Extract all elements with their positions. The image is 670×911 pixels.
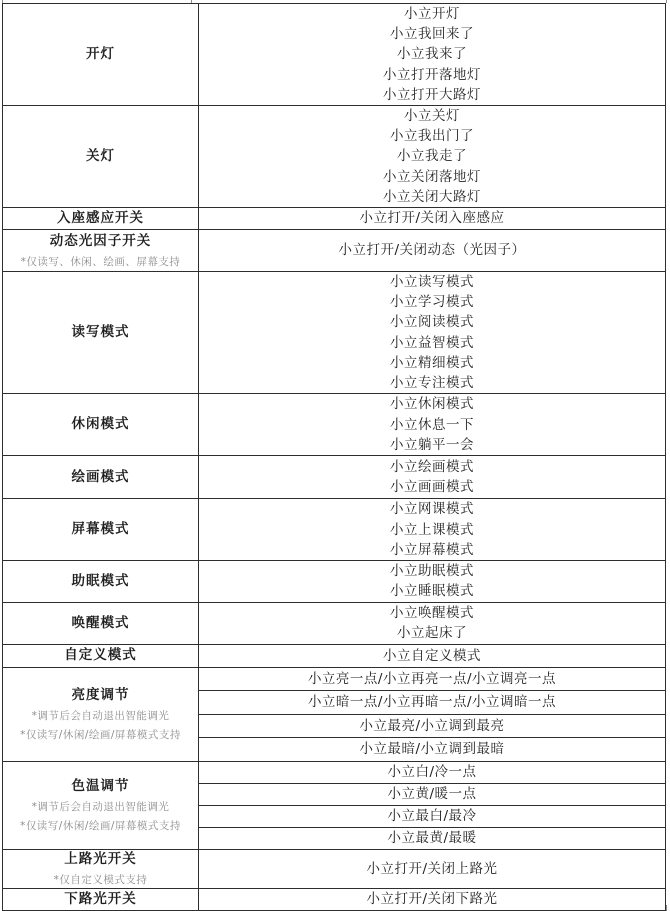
voice-command-text: 小立我走了 [397,148,467,165]
support-note: *调节后会自动退出智能调光 [31,709,170,722]
function-label-cell [3,4,199,106]
table-right-border-stub-top [666,0,667,3]
voice-command-cell [199,783,666,805]
voice-command-text: 小立起床了 [397,625,467,642]
voice-command-text: 小立休息一下 [390,416,474,433]
function-label-cell [3,499,199,561]
voice-command-cell [199,888,666,910]
function-label: 入座感应开关 [57,210,144,227]
function-label: 上路光开关 [64,850,137,867]
voice-command-text: 小立学习模式 [390,294,474,311]
voice-command-text: 小立最白/最冷 [387,808,477,825]
table-row [3,456,666,499]
voice-command-cell [199,499,666,561]
voice-command-cell [199,849,666,888]
function-label-cell [3,208,199,230]
voice-command-text: 小立关闭落地灯 [383,168,481,185]
function-label-cell [3,561,199,602]
voice-commands-table-body [3,4,666,911]
voice-command-cell [199,691,666,715]
voice-command-cell [199,827,666,849]
function-label: 动态光因子开关 [49,232,152,249]
table-row [3,561,666,602]
voice-command-cell [199,761,666,783]
voice-command-cell [199,230,666,272]
table-row [3,208,666,230]
table-row [3,602,666,644]
table-row [3,761,666,783]
voice-command-cell [199,456,666,499]
voice-command-cell [199,4,666,106]
table-row [3,644,666,667]
voice-command-text: 小立唤醒模式 [390,604,474,621]
voice-command-cell [199,667,666,691]
voice-command-cell [199,272,666,394]
voice-command-text: 小立暗一点/小立再暗一点/小立调暗一点 [307,694,557,711]
voice-command-text: 小立专注模式 [390,375,474,392]
support-note: *调节后会自动退出智能调光 [31,800,170,813]
function-label-cell [3,644,199,667]
support-note: *仅读写/休闲/绘画/屏幕模式支持 [20,728,181,741]
function-label-cell [3,761,199,849]
voice-command-cell [199,106,666,208]
voice-command-text: 小立我出门了 [390,128,474,145]
function-label-cell [3,849,199,888]
function-label: 助眠模式 [71,572,130,589]
function-label: 自定义模式 [64,647,137,664]
voice-command-text: 小立精细模式 [390,354,474,371]
table-row [3,849,666,888]
voice-command-text: 小立网课模式 [390,501,474,518]
table-row [3,888,666,910]
voice-command-text: 小立自定义模式 [383,647,481,664]
table-row [3,667,666,691]
voice-command-text: 小立打开落地灯 [383,66,481,83]
voice-command-text: 小立打开/关闭动态（光因子） [338,242,526,259]
support-note: *仅读写/休闲/绘画/屏幕模式支持 [20,819,181,832]
function-label: 下路光开关 [64,890,137,907]
function-label: 开灯 [86,46,115,62]
function-label-cell [3,394,199,456]
support-note: *仅自定义模式支持 [53,873,148,886]
function-label: 休闲模式 [71,416,130,433]
voice-command-cell [199,602,666,644]
table-row [3,499,666,561]
function-label: 关灯 [86,148,115,165]
function-label: 屏幕模式 [71,521,130,538]
voice-command-text: 小立益智模式 [390,334,474,351]
voice-command-text: 小立打开/关闭入座感应 [359,210,505,227]
table-row [3,106,666,208]
function-label-cell [3,456,199,499]
table-row [3,230,666,272]
voice-command-text: 小立打开/关闭上路光 [366,860,498,877]
voice-command-text: 小立关闭大路灯 [383,188,481,205]
voice-command-text: 小立黄/暖一点 [387,786,477,803]
function-label-cell [3,106,199,208]
voice-command-text: 小立读写模式 [390,274,474,291]
voice-command-text: 小立打开大路灯 [383,86,481,103]
function-label-cell [3,602,199,644]
voice-command-text: 小立助眠模式 [390,563,474,580]
voice-command-text: 小立休闲模式 [390,396,474,413]
function-label-cell [3,272,199,394]
voice-command-cell [199,561,666,602]
function-label-cell [3,230,199,272]
function-label: 唤醒模式 [71,614,130,631]
voice-command-text: 小立最黄/最暖 [387,830,477,847]
voice-commands-table [2,3,666,911]
voice-command-text: 小立画画模式 [390,479,474,496]
voice-command-cell [199,394,666,456]
voice-command-text: 小立屏幕模式 [390,541,474,558]
table-right-border-stub-bottom [666,905,667,911]
function-label-cell [3,667,199,761]
voice-command-text: 小立关灯 [404,108,460,125]
voice-command-text: 小立我来了 [397,46,467,63]
voice-command-text: 小立白/冷一点 [387,764,477,781]
voice-command-text: 小立亮一点/小立再亮一点/小立调亮一点 [307,670,557,687]
voice-command-text: 小立阅读模式 [390,314,474,331]
function-label: 色温调节 [71,777,130,794]
voice-command-text: 小立我回来了 [390,26,474,43]
table-row [3,4,666,106]
voice-command-text: 小立绘画模式 [390,459,474,476]
table-row [3,272,666,394]
table-row [3,394,666,456]
support-note: *仅读写、休闲、绘画、屏幕支持 [20,255,181,268]
voice-command-text: 小立打开/关闭下路光 [366,891,498,908]
voice-command-cell [199,208,666,230]
function-label: 亮度调节 [71,686,130,703]
function-label: 绘画模式 [71,468,130,485]
voice-command-cell [199,714,666,738]
voice-command-text: 小立躺平一会 [390,436,474,453]
function-label: 读写模式 [71,324,130,341]
voice-command-cell [199,644,666,667]
voice-command-cell [199,805,666,827]
voice-command-cell [199,738,666,762]
voice-command-text: 小立上课模式 [390,521,474,538]
voice-command-text: 小立最暗/小立调到最暗 [359,741,505,758]
voice-command-text: 小立最亮/小立调到最亮 [359,717,505,734]
voice-command-text: 小立睡眠模式 [390,583,474,600]
voice-command-text: 小立开灯 [404,6,460,22]
function-label-cell [3,888,199,910]
